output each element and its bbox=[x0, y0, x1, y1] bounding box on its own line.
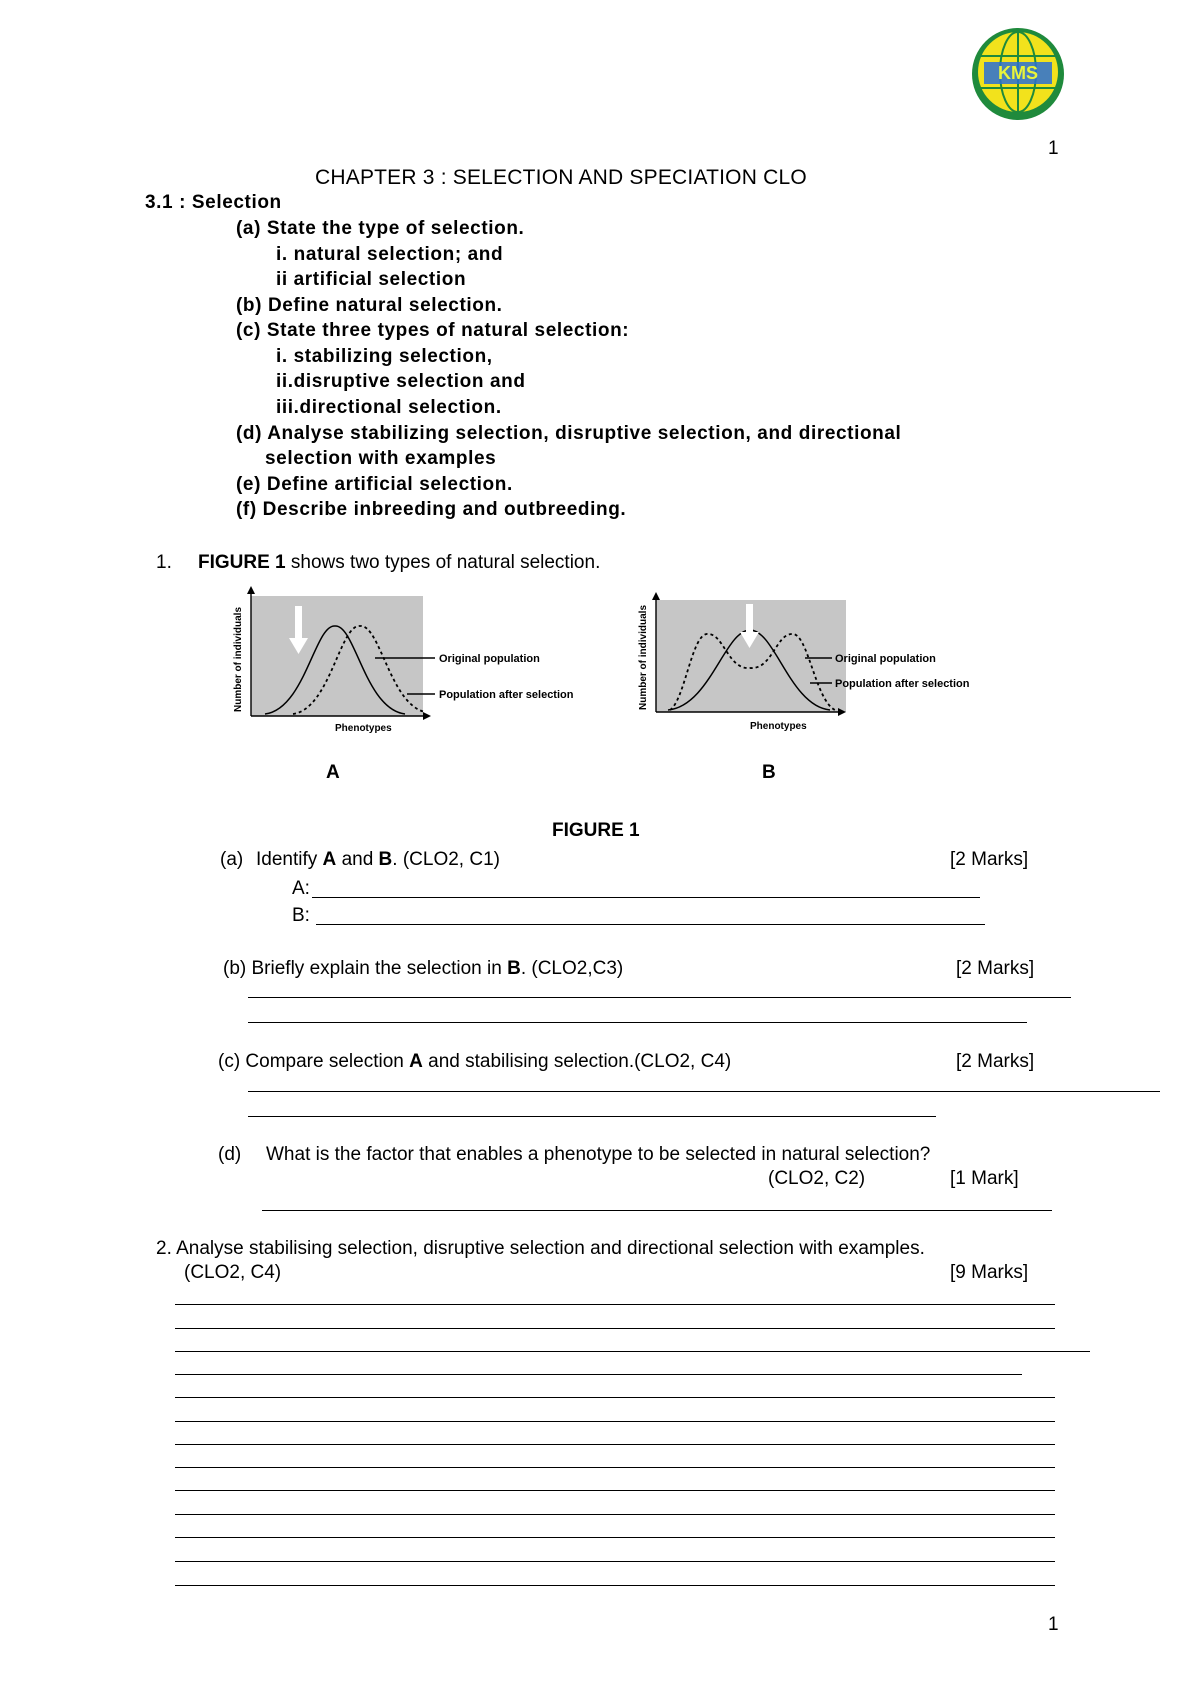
svg-text:KMS: KMS bbox=[998, 63, 1038, 83]
q2-answer-line-7[interactable] bbox=[175, 1444, 1055, 1445]
q1d-clo: (CLO2, C2) bbox=[768, 1168, 866, 1189]
graph-b-ylabel: Number of individuals bbox=[638, 604, 649, 710]
institution-logo bbox=[970, 26, 1066, 122]
q1a-answer-b-line[interactable] bbox=[316, 924, 985, 925]
q2-answer-line-3[interactable] bbox=[175, 1351, 1090, 1352]
graph-a-ylabel: Number of individuals bbox=[233, 606, 244, 712]
q1b-answer-line-2[interactable] bbox=[248, 1022, 1027, 1023]
q1b-marks: [2 Marks] bbox=[956, 958, 1035, 979]
graph-a-legend-after: Population after selection bbox=[439, 689, 574, 701]
objective-c-ii: ii.disruptive selection and bbox=[276, 371, 526, 392]
graph-b-xlabel: Phenotypes bbox=[750, 721, 807, 732]
question-2-clo: (CLO2, C4) bbox=[184, 1262, 282, 1283]
graph-a-xlabel: Phenotypes bbox=[335, 723, 392, 734]
graph-b-legend-original: Original population bbox=[835, 653, 936, 665]
graph-a bbox=[225, 584, 615, 734]
objective-d: (d) Analyse stabilizing selection, disruptive selection, and directional bbox=[236, 423, 902, 444]
page-number-top: 1 bbox=[1048, 138, 1059, 159]
figure-caption: FIGURE 1 bbox=[552, 820, 640, 841]
graph-a-legend-original: Original population bbox=[439, 653, 540, 665]
graph-b-legend-after: Population after selection bbox=[835, 678, 970, 690]
objective-d-cont: selection with examples bbox=[265, 448, 497, 469]
graph-b-label: B bbox=[762, 762, 776, 783]
q2-answer-line-11[interactable] bbox=[175, 1537, 1055, 1538]
q1a-marks: [2 Marks] bbox=[950, 849, 1029, 870]
question-2-marks: [9 Marks] bbox=[950, 1262, 1029, 1283]
q1a-answer-a-line[interactable] bbox=[312, 897, 980, 898]
globe-logo-icon bbox=[970, 26, 1066, 122]
question-1-intro: FIGURE 1 shows two types of natural selection. bbox=[198, 552, 601, 573]
q1a-text: Identify A and B. (CLO2, C1) bbox=[256, 849, 500, 870]
objective-a: (a) State the type of selection. bbox=[236, 218, 525, 239]
q1c-answer-line-2[interactable] bbox=[248, 1116, 936, 1117]
objective-e: (e) Define artificial selection. bbox=[236, 474, 513, 495]
q1a-answer-a-label: A: bbox=[292, 878, 310, 899]
section-heading: 3.1 : Selection bbox=[145, 192, 282, 213]
q2-answer-line-5[interactable] bbox=[175, 1397, 1055, 1398]
q1b-text: (b) Briefly explain the selection in B. (CLO2,C3) bbox=[223, 958, 624, 979]
q1a-number: (a) bbox=[220, 849, 244, 870]
question-2-text: 2. Analyse stabilising selection, disruptive selection and directional selection with examples. bbox=[156, 1238, 925, 1259]
objective-c-iii: iii.directional selection. bbox=[276, 397, 502, 418]
chapter-title: CHAPTER 3 : SELECTION AND SPECIATION CLO bbox=[315, 166, 807, 189]
page-number-bottom: 1 bbox=[1048, 1614, 1059, 1635]
q2-answer-line-8[interactable] bbox=[175, 1467, 1055, 1468]
objective-a-ii: ii artificial selection bbox=[276, 269, 467, 290]
q2-answer-line-6[interactable] bbox=[175, 1421, 1055, 1422]
objective-c-i: i. stabilizing selection, bbox=[276, 346, 493, 367]
q2-answer-line-13[interactable] bbox=[175, 1585, 1055, 1586]
q1a-answer-b-label: B: bbox=[292, 905, 310, 926]
q2-answer-line-10[interactable] bbox=[175, 1514, 1055, 1515]
q1d-text: What is the factor that enables a phenotype to be selected in natural selection? bbox=[266, 1144, 931, 1165]
q1c-marks: [2 Marks] bbox=[956, 1051, 1035, 1072]
q2-answer-line-2[interactable] bbox=[175, 1328, 1055, 1329]
q2-answer-line-12[interactable] bbox=[175, 1561, 1055, 1562]
q1d-marks: [1 Mark] bbox=[950, 1168, 1019, 1189]
objective-f: (f) Describe inbreeding and outbreeding. bbox=[236, 499, 627, 520]
q2-answer-line-9[interactable] bbox=[175, 1490, 1055, 1491]
graph-a-label: A bbox=[326, 762, 340, 783]
graph-a-arrow bbox=[295, 606, 302, 640]
objective-a-i: i. natural selection; and bbox=[276, 244, 504, 265]
objective-b: (b) Define natural selection. bbox=[236, 295, 503, 316]
objective-c: (c) State three types of natural selection: bbox=[236, 320, 630, 341]
graph-b bbox=[630, 590, 1020, 735]
q1c-text: (c) Compare selection A and stabilising selection.(CLO2, C4) bbox=[218, 1051, 732, 1072]
q2-answer-line-4[interactable] bbox=[175, 1374, 1022, 1375]
q1d-answer-line[interactable] bbox=[262, 1210, 1052, 1211]
graph-b-arrow bbox=[746, 604, 753, 634]
graph-a-plot-area bbox=[251, 596, 423, 716]
q1b-answer-line-1[interactable] bbox=[248, 997, 1071, 998]
q1c-answer-line-1[interactable] bbox=[248, 1091, 1160, 1092]
q2-answer-line-1[interactable] bbox=[175, 1304, 1055, 1305]
question-1-number: 1. bbox=[156, 552, 172, 573]
q1d-number: (d) bbox=[218, 1144, 242, 1165]
